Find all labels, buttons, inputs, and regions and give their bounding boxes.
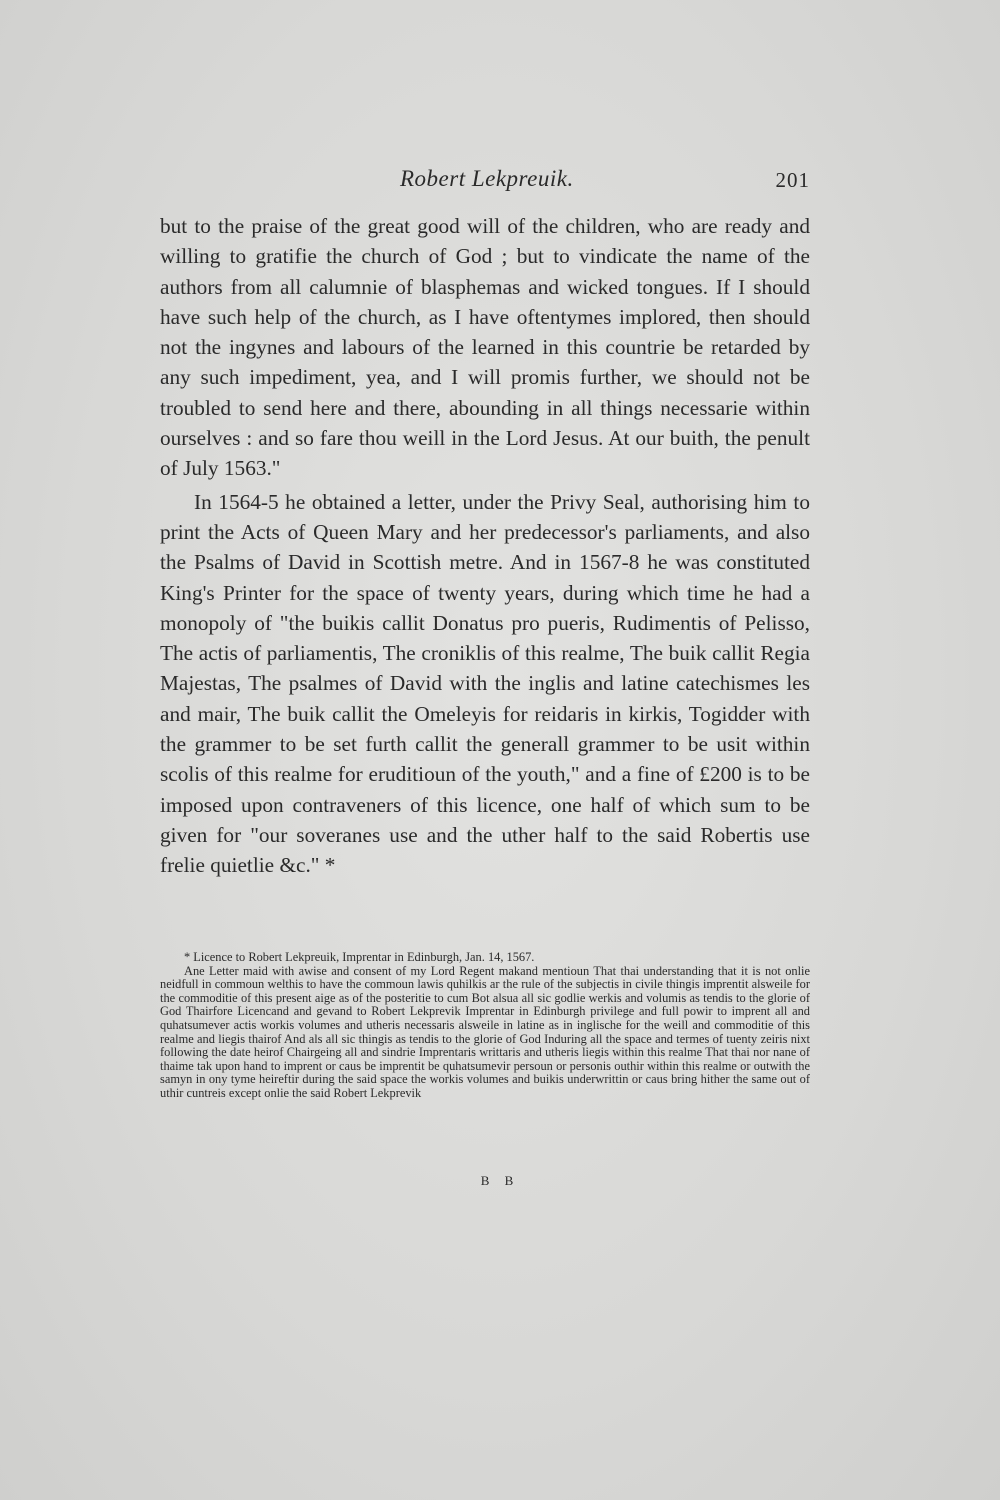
running-head bbox=[160, 166, 810, 200]
footnote-heading: * Licence to Robert Lekpreuik, Imprentar in Edinburgh, Jan. 14, 1567. bbox=[184, 950, 535, 964]
paragraph-continued: but to the praise of the great good will of the children, who are ready and willing to gratifie the church of God ; but to vindicate the name of the authors from all calumnie of blasphemas and wicked tongues. If I should have such help of the church, as I have oftentymes implored, then should not the ingynes and labours of the learned in this countrie be retarded by any such impediment, yea, and I will promis further, we should not be troubled to send here and there, abounding in all things necessarie within ourselves : and so fare thou weill in the Lord Jesus. At our buith, the penult of July 1563." bbox=[160, 214, 810, 481]
body-text bbox=[160, 211, 810, 881]
footnote-text: Ane Letter maid with awise and consent of my Lord Regent makand mentioun That thai understanding that it is not onlie neidfull in commoun welthis to have the commoun lawis quhilkis ar the rule of the subjectis in civile thingis imprentit alsweile for the commoditie of this present aige as of the posteritie to cum Bot alsua all sic godlie werkis and volumis as tendis to the glorie of God Thairfore Licencand and gevand to Robert Lekprevik Imprentar in Edinburgh privilege and full powir to imprent all and quhatsumever actis workis volumes and utheris necessaris alsweile in latine as in inglische for the weill and commoditie of this realme and liegis thairof And als all sic thingis as tendis to the glorie of God Induring all the space and termes of tuenty zeiris nixt following the date heirof Chairgeing all and sindrie Imprentaris writtaris and utheris liegis within this realme That thai nor nane of thaime tak upon hand to imprent or caus be imprentit be quhatsumevir persoun or personis outhir within this realme or outwith the samyn in ony tyme heireftir during the said space the workis volumes and buikis underwrittin or caus bring hither the same out of uthir cuntreis except onlie the said Robert Lekprevik bbox=[160, 963, 810, 1100]
running-title: Robert Lekpreuik. bbox=[400, 166, 574, 191]
footnote bbox=[160, 951, 810, 1101]
signature-mark: B B bbox=[480, 1173, 520, 1188]
page-number: 201 bbox=[775, 168, 810, 192]
paragraph-king-printer: In 1564-5 he obtained a letter, under the Privy Seal, authorising him to print the Acts of Queen Mary and her predecessor's parliaments, and also the Psalms of David in Scottish metre. And in 1567-8 he was constituted King's Printer for the space of twenty years, during which time he had a monopoly of "the buikis callit Donatus pro pueris, Rudimentis of Pelisso, The actis of parliamentis, The croniklis of this realme, The buik callit Regia Majestas, The psalmes of David with the inglis and latine catechismes les and mair, The buik callit the Omeleyis for reidaris in kirkis, Togidder with the grammer to be set furth callit the generall grammer to be usit within scolis of this realme for eruditioun of the youth," and a fine of £200 is to be imposed upon contraveners of this licence, one half of which sum to be given for "our soveranes use and the uther half to the said Robertis use frelie quietlie &c." * bbox=[160, 489, 810, 878]
